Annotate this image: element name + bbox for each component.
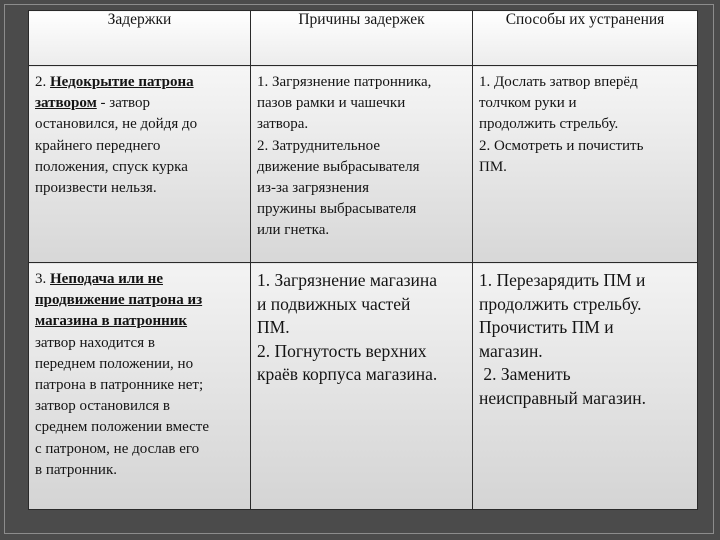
table-row [29, 263, 698, 510]
delay-desc-line: переднем положении, но [35, 355, 194, 372]
delay-cell [29, 66, 251, 263]
cause-line: пружины выбрасывателя [257, 201, 417, 218]
table-row [29, 66, 698, 263]
delay-number: 3. [35, 271, 47, 287]
delay-desc-line: с патроном, не дослав его [35, 440, 200, 457]
causes-cell [251, 263, 473, 510]
delay-title-line [35, 269, 244, 290]
delay-title: Неподача или не [50, 271, 163, 287]
cause-line: или гнетка. [257, 222, 330, 239]
delay-desc-line: крайнего переднего [35, 137, 161, 154]
cause-line: и подвижных частей [257, 293, 411, 314]
remedy-line: магазин. [479, 340, 543, 361]
cause-line: движение выбрасывателя [257, 158, 420, 175]
remedy-line: толчком руки и [479, 95, 577, 112]
cause-line: затвора. [257, 116, 309, 133]
header-row [29, 11, 698, 66]
cause-line: 2. Затруднительное [257, 137, 380, 154]
cause-line: 2. Погнутость верхних [257, 340, 427, 361]
delay-title-line: магазина в патронник [35, 313, 188, 330]
delay-title: Недокрытие патрона [50, 74, 194, 90]
delay-title-line [35, 72, 244, 93]
remedy-line: продолжить стрельбу. [479, 293, 642, 314]
cause-line: ПМ. [257, 317, 290, 338]
remedy-line: 2. Заменить [479, 364, 571, 385]
delay-desc-line: в патронник. [35, 461, 117, 478]
remedies-cell [473, 263, 698, 510]
delay-title: затвором [35, 95, 97, 112]
remedies-cell [473, 66, 698, 263]
delay-number: 2. [35, 74, 47, 90]
delay-desc-line: положения, спуск курка [35, 158, 188, 175]
header-remedies: Способы их устранения [473, 11, 698, 66]
delay-title-tail: - затвор [96, 95, 151, 112]
delay-desc-line: произвести нельзя. [35, 180, 157, 197]
delay-desc-line: затвор находится в [35, 334, 155, 351]
cause-line: краёв корпуса магазина. [257, 364, 438, 385]
cause-line: пазов рамки и чашечки [257, 95, 406, 112]
cause-line: из-за загрязнения [257, 180, 369, 197]
remedy-line: 1. Перезарядить ПМ и [479, 270, 646, 290]
delay-title-line: продвижение патрона из [35, 292, 203, 309]
remedy-line: продолжить стрельбу. [479, 116, 619, 133]
delay-desc-line: патрона в патроннике нет; [35, 377, 204, 394]
causes-cell [251, 66, 473, 263]
remedy-line: Прочистить ПМ и [479, 317, 614, 338]
remedy-line: ПМ. [479, 158, 507, 175]
remedy-line: неисправный магазин. [479, 387, 646, 408]
delay-desc-line: затвор остановился в [35, 398, 170, 415]
cause-line: 1. Загрязнение магазина [257, 270, 438, 290]
delay-cell [29, 263, 251, 510]
malfunctions-table [28, 10, 698, 510]
delay-desc-line: остановился, не дойдя до [35, 116, 198, 133]
delay-title-line [35, 93, 244, 114]
cause-line: 1. Загрязнение патронника, [257, 74, 432, 90]
header-delays: Задержки [29, 11, 251, 66]
remedy-line: 2. Осмотреть и почистить [479, 137, 644, 154]
remedy-line: 1. Дослать затвор вперёд [479, 74, 638, 90]
delay-desc-line: среднем положении вместе [35, 419, 209, 436]
header-causes: Причины задержек [251, 11, 473, 66]
